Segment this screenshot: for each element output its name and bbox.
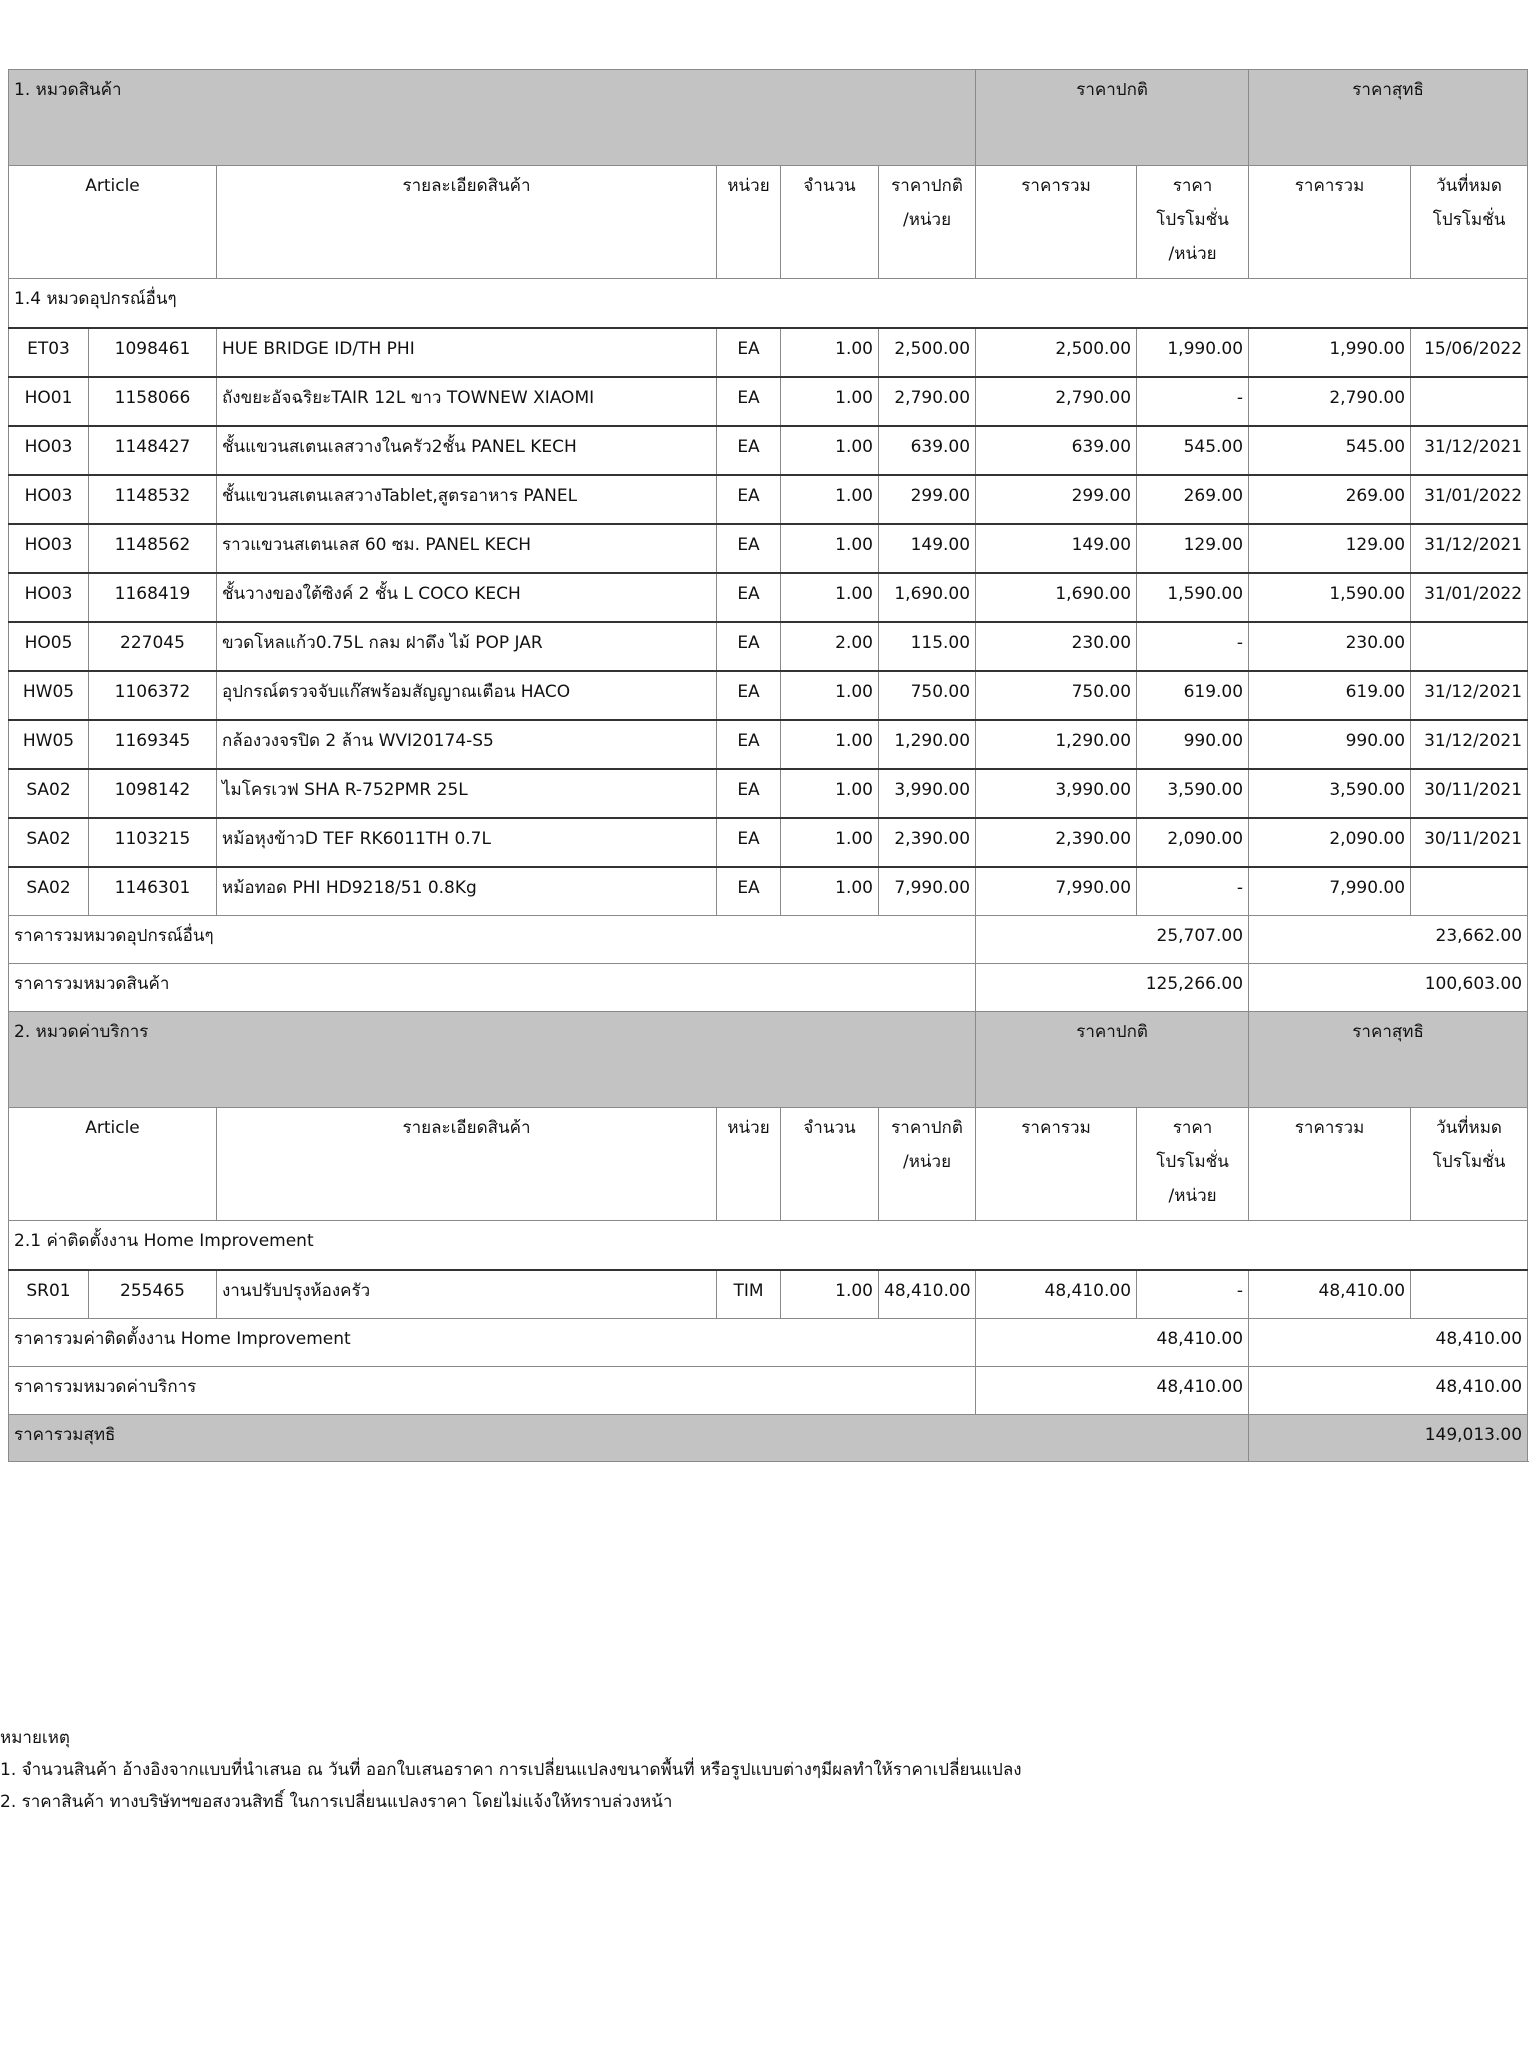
col-promo-end-line: โปรโมชั่น: [1432, 210, 1506, 230]
item-unit-price: 639.00: [879, 426, 976, 475]
item-total: 2,790.00: [976, 377, 1137, 426]
item-promo-end: 31/01/2022: [1411, 573, 1528, 622]
item-code: 1148427: [89, 426, 217, 475]
item-unit-price: 115.00: [879, 622, 976, 671]
col-promo-end: [1411, 166, 1528, 279]
item-description: HUE BRIDGE ID/TH PHI: [217, 328, 717, 377]
item-total: 2,390.00: [976, 818, 1137, 867]
col-promo-price-line: ราคา: [1172, 1118, 1213, 1138]
item-code: 1158066: [89, 377, 217, 426]
item-code: 255465: [89, 1270, 217, 1319]
item-promo-price: 3,590.00: [1137, 769, 1249, 818]
grand-total-value: 149,013.00: [1249, 1415, 1528, 1462]
item-code: 1103215: [89, 818, 217, 867]
table-row: [9, 328, 1528, 377]
subtotal-row: [9, 916, 1528, 964]
col-description: รายละเอียดสินค้า: [217, 1108, 717, 1221]
col-promo-end-line: วันที่หมด: [1436, 1118, 1502, 1138]
subtotal-label: ราคารวมค่าติดตั้งงาน Home Improvement: [9, 1319, 976, 1367]
item-unit: EA: [717, 573, 781, 622]
section-total-row: [9, 1367, 1528, 1415]
note-line-2: 2. ราคาสินค้า ทางบริษัทฯขอสงวนสิทธิ์ ในการเปลี่ยนแปลงราคา โดยไม่แจ้งให้ทราบล่วงหน้า: [0, 1792, 673, 1812]
item-quantity: 1.00: [781, 328, 879, 377]
item-code: 1146301: [89, 867, 217, 916]
item-code: 1148562: [89, 524, 217, 573]
item-promo-price: 2,090.00: [1137, 818, 1249, 867]
item-promo-price: 129.00: [1137, 524, 1249, 573]
item-description: ถังขยะอัจฉริยะTAIR 12L ขาว TOWNEW XIAOMI: [217, 377, 717, 426]
item-promo-price: -: [1137, 622, 1249, 671]
notes: [0, 1722, 1022, 1818]
item-quantity: 1.00: [781, 769, 879, 818]
item-category: SA02: [9, 818, 89, 867]
table-row: [9, 720, 1528, 769]
item-code: 1168419: [89, 573, 217, 622]
item-total: 149.00: [976, 524, 1137, 573]
item-promo-price: 619.00: [1137, 671, 1249, 720]
item-category: HO05: [9, 622, 89, 671]
item-quantity: 1.00: [781, 671, 879, 720]
item-promo-end: [1411, 1270, 1528, 1319]
item-category: ET03: [9, 328, 89, 377]
col-promo-total: ราคารวม: [1249, 1108, 1411, 1221]
col-promo-price-line: ราคา: [1172, 176, 1213, 196]
item-total: 3,990.00: [976, 769, 1137, 818]
item-net-total: 990.00: [1249, 720, 1411, 769]
item-quantity: 1.00: [781, 426, 879, 475]
net-price-heading: ราคาสุทธิ: [1249, 70, 1528, 166]
table-row: [9, 1270, 1528, 1319]
table-row: [9, 622, 1528, 671]
item-quantity: 1.00: [781, 377, 879, 426]
table-row: [9, 769, 1528, 818]
item-code: 227045: [89, 622, 217, 671]
item-category: HO03: [9, 475, 89, 524]
item-promo-end: 31/12/2021: [1411, 720, 1528, 769]
item-unit: EA: [717, 622, 781, 671]
col-unit-price-line: /หน่วย: [902, 210, 952, 230]
item-net-total: 2,790.00: [1249, 377, 1411, 426]
item-total: 1,690.00: [976, 573, 1137, 622]
quotation-table: [8, 69, 1528, 1462]
item-description: ชั้นแขวนสเตนเลสวางในครัว2ชั้น PANEL KECH: [217, 426, 717, 475]
grand-total-row: [9, 1415, 1528, 1462]
item-unit: EA: [717, 377, 781, 426]
item-quantity: 2.00: [781, 622, 879, 671]
item-category: HO03: [9, 573, 89, 622]
col-unit-price-line: /หน่วย: [902, 1152, 952, 1172]
item-unit: EA: [717, 426, 781, 475]
item-unit-price: 2,790.00: [879, 377, 976, 426]
net-price-heading: ราคาสุทธิ: [1249, 1012, 1528, 1108]
item-category: HW05: [9, 671, 89, 720]
table-row: [9, 573, 1528, 622]
section-total-label: ราคารวมหมวดสินค้า: [9, 964, 976, 1012]
item-promo-price: 990.00: [1137, 720, 1249, 769]
col-quantity: จำนวน: [781, 1108, 879, 1221]
col-total: ราคารวม: [976, 1108, 1137, 1221]
item-description: ชั้นวางของใต้ซิงค์ 2 ชั้น L COCO KECH: [217, 573, 717, 622]
item-unit: EA: [717, 720, 781, 769]
item-description: ชั้นแขวนสเตนเลสวางTablet,สูตรอาหาร PANEL: [217, 475, 717, 524]
col-total: ราคารวม: [976, 166, 1137, 279]
item-net-total: 129.00: [1249, 524, 1411, 573]
subsection-title: 2.1 ค่าติดตั้งงาน Home Improvement: [9, 1221, 1528, 1271]
item-quantity: 1.00: [781, 818, 879, 867]
item-promo-end: 31/12/2021: [1411, 426, 1528, 475]
col-promo-total: ราคารวม: [1249, 166, 1411, 279]
subsection-row: [9, 279, 1528, 329]
col-article: Article: [9, 1108, 217, 1221]
item-promo-end: [1411, 377, 1528, 426]
item-total: 750.00: [976, 671, 1137, 720]
item-promo-price: 1,990.00: [1137, 328, 1249, 377]
item-description: กล้องวงจรปิด 2 ล้าน WVI20174-S5: [217, 720, 717, 769]
item-code: 1169345: [89, 720, 217, 769]
item-unit: EA: [717, 475, 781, 524]
item-net-total: 3,590.00: [1249, 769, 1411, 818]
col-article: Article: [9, 166, 217, 279]
item-quantity: 1.00: [781, 524, 879, 573]
section-total-net: 48,410.00: [1249, 1367, 1528, 1415]
item-unit: EA: [717, 867, 781, 916]
item-unit-price: 48,410.00: [879, 1270, 976, 1319]
item-net-total: 48,410.00: [1249, 1270, 1411, 1319]
col-unit-price: [879, 1108, 976, 1221]
item-description: ขวดโหลแก้ว0.75L กลม ฝาดึง ไม้ POP JAR: [217, 622, 717, 671]
col-unit-price: [879, 166, 976, 279]
subsection-row: [9, 1221, 1528, 1271]
item-code: 1098461: [89, 328, 217, 377]
subtotal-normal: 25,707.00: [976, 916, 1249, 964]
item-unit-price: 750.00: [879, 671, 976, 720]
item-promo-end: 31/12/2021: [1411, 671, 1528, 720]
col-promo-price-line: โปรโมชั่น: [1156, 210, 1229, 230]
item-unit-price: 299.00: [879, 475, 976, 524]
item-promo-price: -: [1137, 377, 1249, 426]
item-unit: EA: [717, 671, 781, 720]
subtotal-normal: 48,410.00: [976, 1319, 1249, 1367]
col-unit-price-line: ราคาปกติ: [891, 1118, 963, 1138]
section-total-row: [9, 964, 1528, 1012]
item-unit: EA: [717, 818, 781, 867]
item-net-total: 545.00: [1249, 426, 1411, 475]
table-row: [9, 377, 1528, 426]
col-promo-price: [1137, 166, 1249, 279]
item-unit-price: 149.00: [879, 524, 976, 573]
col-promo-end-line: วันที่หมด: [1436, 176, 1502, 196]
table-row: [9, 426, 1528, 475]
item-code: 1098142: [89, 769, 217, 818]
item-total: 230.00: [976, 622, 1137, 671]
table-row: [9, 818, 1528, 867]
item-category: HO03: [9, 426, 89, 475]
item-description: ราวแขวนสเตนเลส 60 ซม. PANEL KECH: [217, 524, 717, 573]
item-promo-end: [1411, 867, 1528, 916]
col-quantity: จำนวน: [781, 166, 879, 279]
item-unit: EA: [717, 328, 781, 377]
subtotal-net: 23,662.00: [1249, 916, 1528, 964]
notes-title: หมายเหตุ: [0, 1728, 70, 1748]
item-unit-price: 2,390.00: [879, 818, 976, 867]
item-description: งานปรับปรุงห้องครัว: [217, 1270, 717, 1319]
item-net-total: 230.00: [1249, 622, 1411, 671]
section-total-net: 100,603.00: [1249, 964, 1528, 1012]
item-category: HW05: [9, 720, 89, 769]
item-net-total: 1,990.00: [1249, 328, 1411, 377]
item-description: หม้อหุงข้าวD TEF RK6011TH 0.7L: [217, 818, 717, 867]
item-quantity: 1.00: [781, 1270, 879, 1319]
table-row: [9, 524, 1528, 573]
item-promo-end: 30/11/2021: [1411, 818, 1528, 867]
column-header-row: [9, 1108, 1528, 1221]
note-line-1: 1. จำนวนสินค้า อ้างอิงจากแบบที่นำเสนอ ณ วันที่ ออกใบเสนอราคา การเปลี่ยนแปลงขนาดพื้นที่ หรือรูปแบบต่างๆมีผลทำให้ราคาเปลี่ยนแปลง: [0, 1760, 1022, 1780]
item-net-total: 2,090.00: [1249, 818, 1411, 867]
item-net-total: 1,590.00: [1249, 573, 1411, 622]
item-unit-price: 3,990.00: [879, 769, 976, 818]
item-quantity: 1.00: [781, 867, 879, 916]
item-net-total: 269.00: [1249, 475, 1411, 524]
item-quantity: 1.00: [781, 720, 879, 769]
col-unit: หน่วย: [717, 166, 781, 279]
col-description: รายละเอียดสินค้า: [217, 166, 717, 279]
item-promo-price: -: [1137, 1270, 1249, 1319]
item-net-total: 7,990.00: [1249, 867, 1411, 916]
item-code: 1106372: [89, 671, 217, 720]
table-row: [9, 671, 1528, 720]
col-unit: หน่วย: [717, 1108, 781, 1221]
item-category: HO03: [9, 524, 89, 573]
item-category: HO01: [9, 377, 89, 426]
item-total: 1,290.00: [976, 720, 1137, 769]
item-unit: EA: [717, 524, 781, 573]
col-promo-price: [1137, 1108, 1249, 1221]
item-net-total: 619.00: [1249, 671, 1411, 720]
item-total: 2,500.00: [976, 328, 1137, 377]
column-header-row: [9, 166, 1528, 279]
item-unit-price: 7,990.00: [879, 867, 976, 916]
subtotal-net: 48,410.00: [1249, 1319, 1528, 1367]
section-total-label: ราคารวมหมวดค่าบริการ: [9, 1367, 976, 1415]
col-promo-end-line: โปรโมชั่น: [1432, 1152, 1506, 1172]
item-promo-end: 31/12/2021: [1411, 524, 1528, 573]
section-total-normal: 125,266.00: [976, 964, 1249, 1012]
subtotal-label: ราคารวมหมวดอุปกรณ์อื่นๆ: [9, 916, 976, 964]
item-total: 7,990.00: [976, 867, 1137, 916]
section2-heading-row: [9, 1012, 1528, 1108]
section1-heading-row: [9, 70, 1528, 166]
item-quantity: 1.00: [781, 573, 879, 622]
col-promo-price-line: /หน่วย: [1168, 1186, 1217, 1206]
item-promo-end: 31/01/2022: [1411, 475, 1528, 524]
item-promo-end: 30/11/2021: [1411, 769, 1528, 818]
item-description: ไมโครเวฟ SHA R-752PMR 25L: [217, 769, 717, 818]
table-row: [9, 867, 1528, 916]
item-promo-price: -: [1137, 867, 1249, 916]
section-title: 1. หมวดสินค้า: [9, 70, 976, 166]
normal-price-heading: ราคาปกติ: [976, 70, 1249, 166]
item-unit-price: 2,500.00: [879, 328, 976, 377]
col-unit-price-line: ราคาปกติ: [891, 176, 963, 196]
item-description: อุปกรณ์ตรวจจับแก๊สพร้อมสัญญาณเตือน HACO: [217, 671, 717, 720]
item-promo-price: 269.00: [1137, 475, 1249, 524]
col-promo-end: [1411, 1108, 1528, 1221]
subtotal-row: [9, 1319, 1528, 1367]
item-total: 639.00: [976, 426, 1137, 475]
item-total: 299.00: [976, 475, 1137, 524]
item-promo-price: 545.00: [1137, 426, 1249, 475]
item-promo-price: 1,590.00: [1137, 573, 1249, 622]
item-promo-end: 15/06/2022: [1411, 328, 1528, 377]
section-total-normal: 48,410.00: [976, 1367, 1249, 1415]
item-code: 1148532: [89, 475, 217, 524]
item-category: SA02: [9, 769, 89, 818]
col-promo-price-line: /หน่วย: [1168, 244, 1217, 264]
normal-price-heading: ราคาปกติ: [976, 1012, 1249, 1108]
col-promo-price-line: โปรโมชั่น: [1156, 1152, 1229, 1172]
item-unit-price: 1,690.00: [879, 573, 976, 622]
grand-total-label: ราคารวมสุทธิ: [9, 1415, 1249, 1462]
section-title: 2. หมวดค่าบริการ: [9, 1012, 976, 1108]
subsection-title: 1.4 หมวดอุปกรณ์อื่นๆ: [9, 279, 1528, 329]
item-unit: EA: [717, 769, 781, 818]
item-total: 48,410.00: [976, 1270, 1137, 1319]
item-unit-price: 1,290.00: [879, 720, 976, 769]
item-unit: TIM: [717, 1270, 781, 1319]
item-description: หม้อทอด PHI HD9218/51 0.8Kg: [217, 867, 717, 916]
item-category: SA02: [9, 867, 89, 916]
table-row: [9, 475, 1528, 524]
item-quantity: 1.00: [781, 475, 879, 524]
item-category: SR01: [9, 1270, 89, 1319]
item-promo-end: [1411, 622, 1528, 671]
